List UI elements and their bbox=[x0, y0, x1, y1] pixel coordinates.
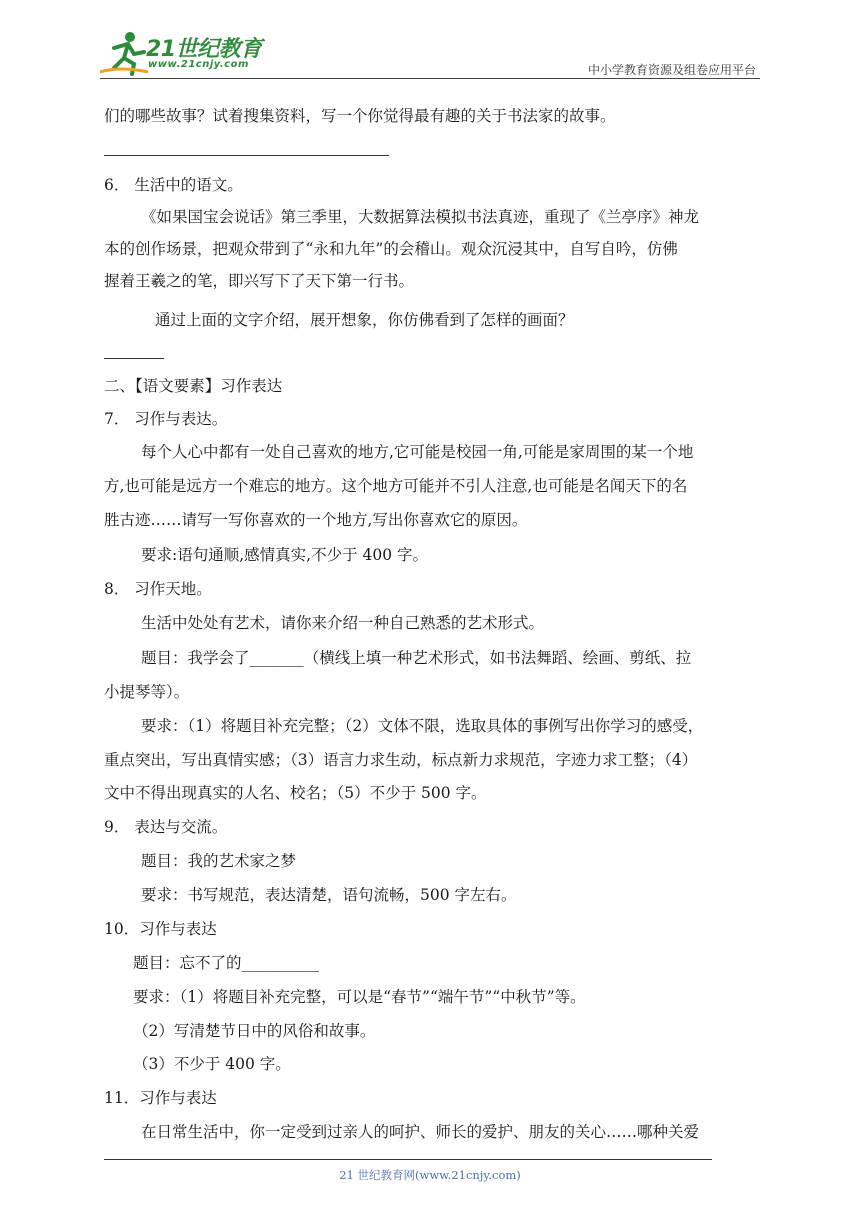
section-heading: 二、【语文要素】习作表达 bbox=[104, 377, 283, 395]
text-line: 要求:语句通顺,感情真实,不少于 400 字。 bbox=[141, 546, 429, 564]
page-header bbox=[100, 28, 760, 80]
answer-blank-line bbox=[104, 358, 164, 359]
text-line: 本的创作场景，把观众带到了“永和九年”的会稽山。观众沉浸其中，自写自吟，仿佛 bbox=[104, 240, 678, 258]
text-line: 在日常生活中，你一定受到过亲人的呵护、师长的爱护、朋友的关心……哪种关爱 bbox=[141, 1123, 700, 1141]
page-footer: 21 世纪教育网(www.21cnjy.com) bbox=[339, 1168, 521, 1182]
text-line: 要求：（1）将题目补充完整；（2）文体不限，选取具体的事例写出你学习的感受， bbox=[141, 717, 704, 735]
text-line: 每个人心中都有一处自己喜欢的地方,它可能是校园一角,可能是家周围的某一个地 bbox=[141, 443, 694, 461]
text-line: 要求：（1）将题目补充完整，可以是“春节”“端午节”“中秋节”等。 bbox=[133, 988, 586, 1006]
logo-url: www.21cnjy.com bbox=[148, 59, 249, 70]
runner-logo-icon bbox=[100, 28, 150, 78]
platform-name: 中小学教育资源及组卷应用平台 bbox=[587, 63, 756, 77]
text-line: 题目：我学会了_______（横线上填一种艺术形式，如书法舞蹈、绘画、剪纸、拉 bbox=[141, 649, 692, 667]
answer-blank-line bbox=[104, 155, 389, 156]
text-line: 胜古迹……请写一写你喜欢的一个地方,写出你喜欢它的原因。 bbox=[104, 511, 528, 529]
text-line: 重点突出，写出真情实感；（3）语言力求生动，标点新力求规范，字迹力求工整；（4） bbox=[104, 751, 698, 769]
question-heading: 7． 习作与表达。 bbox=[104, 410, 228, 428]
footer-divider bbox=[104, 1159, 712, 1160]
text-line: 们的哪些故事？试着搜集资料，写一个你觉得最有趣的关于书法家的故事。 bbox=[104, 107, 616, 125]
text-line: 方,也可能是远方一个难忘的地方。这个地方可能并不引人注意,也可能是名闻天下的名 bbox=[104, 477, 688, 495]
question-heading: 10．习作与表达 bbox=[104, 920, 217, 938]
question-heading: 9． 表达与交流。 bbox=[104, 818, 228, 836]
text-line: 要求：书写规范，表达清楚，语句流畅，500 字左右。 bbox=[141, 886, 517, 904]
question-heading: 8． 习作天地。 bbox=[104, 580, 212, 598]
text-line: 握着王羲之的笔，即兴写下了天下第一行书。 bbox=[104, 272, 415, 290]
text-line: 小提琴等）。 bbox=[104, 683, 190, 701]
question-heading: 11．习作与表达 bbox=[104, 1089, 217, 1107]
text-line: 生活中处处有艺术，请你来介绍一种自己熟悉的艺术形式。 bbox=[141, 614, 545, 632]
site-logo bbox=[100, 28, 270, 78]
text-line: （2）写清楚节日中的风俗和故事。 bbox=[133, 1022, 376, 1040]
header-divider bbox=[100, 78, 760, 79]
text-line: （3）不少于 400 字。 bbox=[133, 1055, 291, 1073]
logo-text: 21世纪教育 bbox=[146, 37, 262, 62]
text-line: 题目：我的艺术家之梦 bbox=[141, 852, 297, 870]
text-line: 通过上面的文字介绍，展开想象，你仿佛看到了怎样的画面？ bbox=[155, 311, 574, 329]
text-line: 题目：忘不了的__________ bbox=[133, 954, 320, 972]
text-line: 文中不得出现真实的人名、校名；（5）不少于 500 字。 bbox=[104, 784, 487, 802]
question-heading: 6． 生活中的语文。 bbox=[104, 176, 243, 194]
text-line: 《如果国宝会说话》第三季里，大数据算法模拟书法真迹，重现了《兰亭序》神龙 bbox=[141, 208, 700, 226]
